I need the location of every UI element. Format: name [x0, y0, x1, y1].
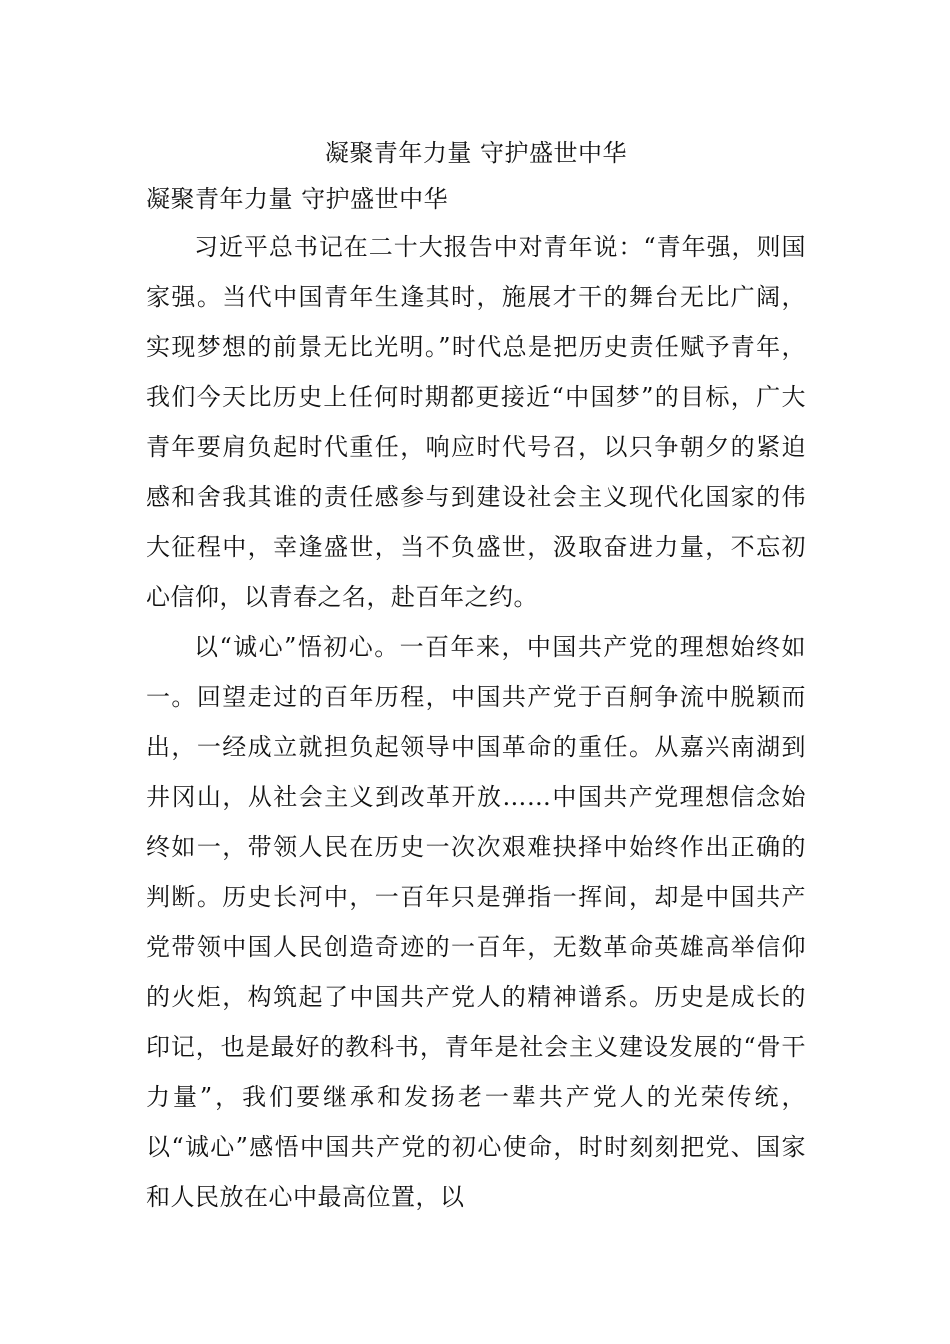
paragraph-sincerity: 以“诚心”悟初心。一百年来，中国共产党的理想始终如一。回望走过的百年历程，中国共产党于百舸争流中脱颖而出，一经成立就担负起领导中国革命的重任。从嘉兴南湖到井冈山，从社会主义到改革开放……中国共产党理想信念始终如一，带领人民在历史一次次艰难抉择中始终作出正确的判断。历史长河中，一百年只是弹指一挥间，却是中国共产党带领中国人民创造奇迹的一百年，无数革命英雄高举信仰的火炬，构筑起了中国共产党人的精神谱系。历史是成长的印记，也是最好的教科书，青年是社会主义建设发展的“骨干力量”，我们要继承和发扬老一辈共产党人的光荣传统，以“诚心”感悟中国共产党的初心使命，时时刻刻把党、国家和人民放在心中最高位置，以: [146, 633, 806, 1211]
document-subtitle: 凝聚青年力量 守护盛世中华: [146, 185, 449, 213]
paragraph-intro: 习近平总书记在二十大报告中对青年说：“青年强，则国家强。当代中国青年生逢其时，施展才干的舞台无比广阔，实现梦想的前景无比光明。”时代总是把历史责任赋予青年，我们今天比历史上任何时期都更接近“中国梦”的目标，广大青年要肩负起时代重任，响应时代号召，以只争朝夕的紧迫感和舍我其谁的责任感参与到建设社会主义现代化国家的伟大征程中，幸逢盛世，当不负盛世，汲取奋进力量，不忘初心信仰，以青春之名，赴百年之约。: [146, 233, 806, 611]
document-title: 凝聚青年力量 守护盛世中华: [324, 139, 628, 167]
document-body: [146, 130, 806, 1222]
